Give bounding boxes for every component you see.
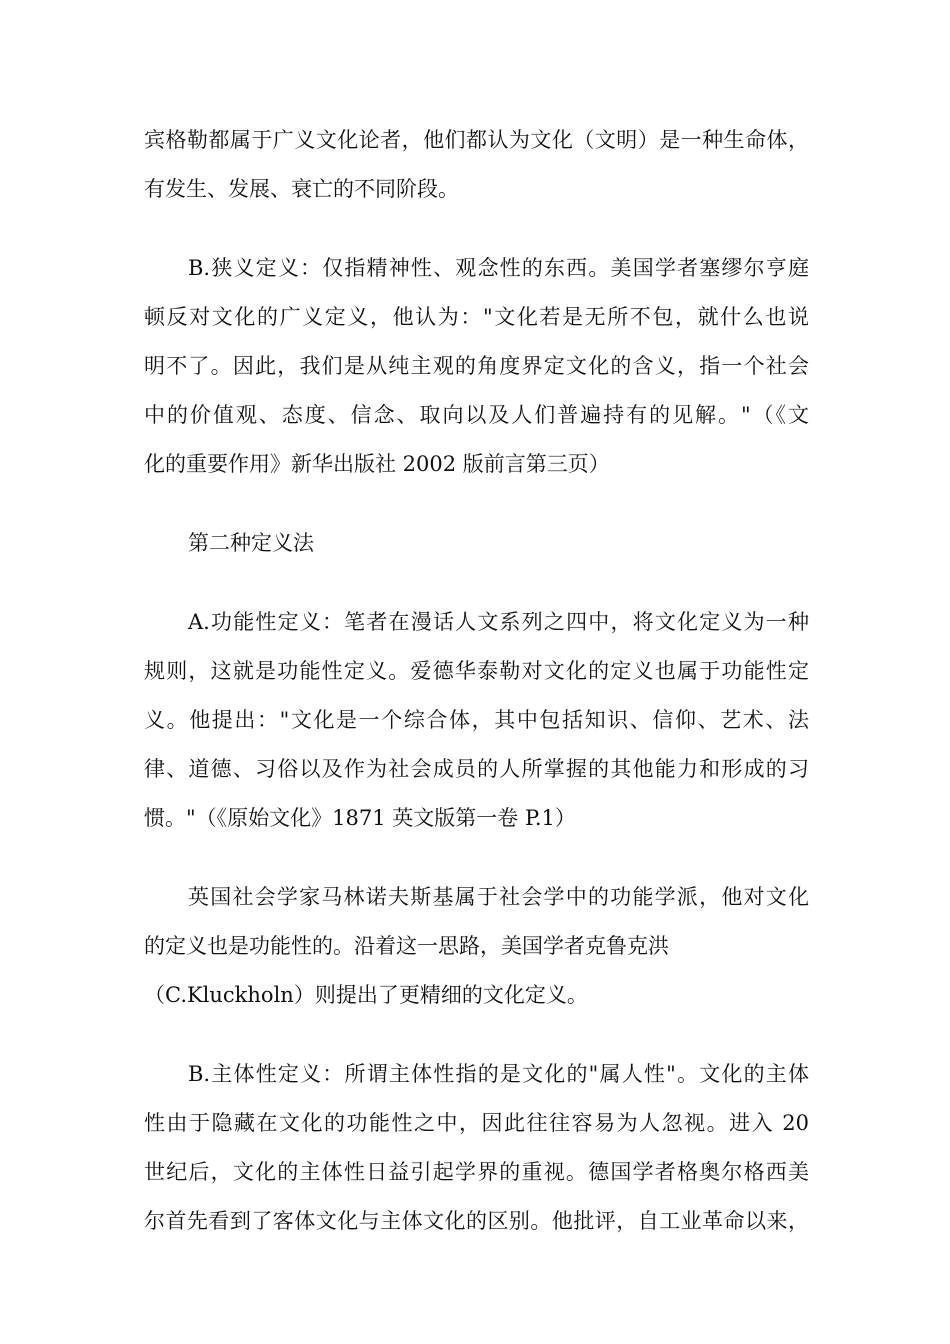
- paragraph-malinowski: [144, 873, 809, 1020]
- text-line: 宾格勒都属于广义文化论者，他们都认为文化（文明）是一种生命体，: [144, 128, 809, 152]
- text-line: 惯。"（《原始文化》1871 英文版第一卷 P.1）: [144, 806, 576, 830]
- paragraph-functional-definition: [144, 598, 809, 843]
- text-line: 中的价值观、态度、信念、取向以及人们普遍持有的见解。"（《文: [144, 403, 809, 427]
- text-line: （C.Kluckholn）则提出了更精细的文化定义。: [144, 983, 588, 1007]
- text-line: 明不了。因此，我们是从纯主观的角度界定文化的含义，指一个社会: [144, 354, 809, 378]
- section-heading-second-method: [144, 519, 809, 568]
- text-line: 的定义也是功能性的。沿着这一思路，美国学者克鲁克洪: [144, 934, 669, 958]
- text-line: 英国社会学家马林诺夫斯基属于社会学中的功能学派，他对文化: [188, 885, 809, 909]
- text-line: 顿反对文化的广义定义，他认为："文化若是无所不包，就什么也说: [144, 305, 809, 329]
- paragraph-narrow-definition: [144, 244, 809, 489]
- text-line: 规则，这就是功能性定义。爱德华泰勒对文化的定义也属于功能性定: [144, 659, 809, 683]
- text-line: B.狭义定义：仅指精神性、观念性的东西。美国学者塞缪尔亨庭: [188, 256, 809, 280]
- document-page: [144, 116, 809, 1276]
- text-line: 律、道德、习俗以及作为社会成员的人所掌握的其他能力和形成的习: [144, 757, 809, 781]
- text-line: 尔首先看到了客体文化与主体文化的区别。他批评，自工业革命以来，: [144, 1209, 809, 1233]
- text-line: 性由于隐藏在文化的功能性之中，因此往往容易为人忽视。进入 20: [144, 1111, 809, 1135]
- text-line: 第二种定义法: [188, 531, 314, 555]
- text-line: 义。他提出："文化是一个综合体，其中包括知识、信仰、艺术、法: [144, 708, 809, 732]
- text-line: 世纪后，文化的主体性日益引起学界的重视。德国学者格奥尔格西美: [144, 1160, 809, 1184]
- text-line: 有发生、发展、衰亡的不同阶段。: [144, 177, 459, 201]
- paragraph-subjective-definition: [144, 1050, 809, 1246]
- paragraph-spengler-continuation: [144, 116, 809, 214]
- text-line: A.功能性定义：笔者在漫话人文系列之四中，将文化定义为一种: [188, 610, 809, 634]
- text-line: 化的重要作用》新华出版社 2002 版前言第三页）: [144, 452, 610, 476]
- text-line: B.主体性定义：所谓主体性指的是文化的"属人性"。文化的主体: [188, 1062, 809, 1086]
